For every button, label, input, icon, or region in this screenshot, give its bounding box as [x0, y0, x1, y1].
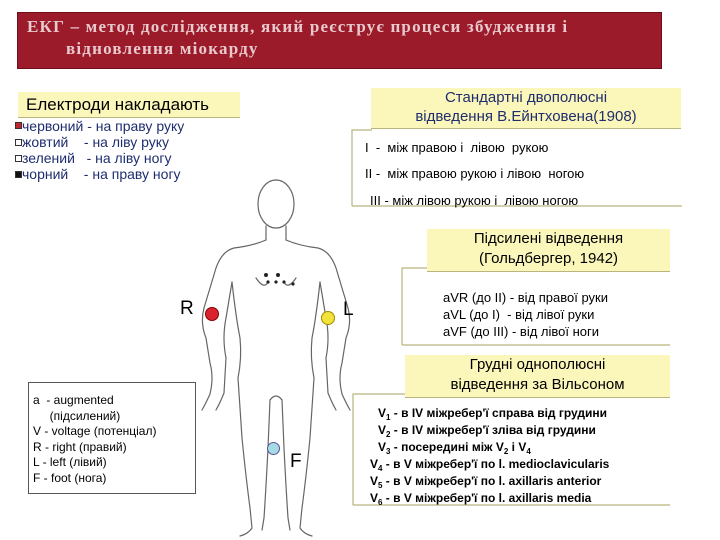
chest-lead-v6 [370, 490, 591, 511]
augmented-header-line-2: (Гольдбергер, 1942) [478, 250, 619, 267]
standard-leads-header [371, 88, 681, 129]
chest-lead-v4-label: V [370, 457, 379, 471]
chest-lead-v3-sub3: 4 [526, 447, 531, 456]
chest-lead-v4-sub: 4 [378, 464, 383, 473]
abbr-line-a-ua: (підсилений) [33, 408, 121, 423]
augmented-leads-header [427, 229, 670, 272]
chest-lead-v3-label: V [378, 440, 387, 454]
augmented-header-line-1: Підсилені відведення [473, 230, 624, 247]
augmented-lead-avr: aVR (до ІІ) - від правої руки [443, 290, 609, 305]
chest-lead-v6-label: V [370, 491, 379, 505]
chest-lead-v5-label: V [370, 474, 379, 488]
electrode-item-green: зелений - на ліву ногу [22, 150, 172, 166]
chest-lead-v3-sub2: 2 [503, 447, 509, 456]
label-r: R [180, 298, 194, 319]
chest-lead-v3-text: - посередині між V [390, 440, 504, 454]
chest-lead-v6-sub: 6 [378, 498, 383, 507]
chest-leads-header [405, 355, 670, 398]
title-line-1: ЕКГ – метод дослідження, який реєструє процеси збудження і [27, 17, 569, 36]
abbreviations-box [28, 382, 196, 494]
chest-lead-v6-text: - в V міжребер'ї по l. axillaris media [382, 491, 592, 505]
abbr-line-v: V - voltage (потенціал) [33, 424, 157, 438]
chest-lead-v2-label: V [378, 423, 387, 437]
chest-lead-v2-text: - в ІV міжребер'ї зліва від грудини [390, 423, 596, 437]
chest-lead-v2-sub: 2 [386, 430, 391, 439]
black-square-icon [15, 171, 22, 178]
chest-lead-v4-text: - в V міжребер'ї по l. medioclavicularis [382, 457, 610, 471]
label-l: L [343, 299, 354, 320]
standard-header-line-2: відведення В.Ейнтховена(1908) [415, 108, 637, 125]
chest-lead-v1-text: - в ІV міжребер'ї справа від грудини [390, 406, 608, 420]
abbr-line-l: L - left (лівий) [33, 455, 107, 469]
chest-lead-v3-sub: 3 [386, 447, 391, 456]
chest-lead-v5-sub: 5 [378, 481, 383, 490]
chest-header-line-2: відведення за Вільсоном [450, 376, 625, 393]
standard-header-line-1: Стандартні двополюсні [444, 89, 608, 106]
title-line-2: відновлення міокарду [66, 39, 259, 58]
augmented-lead-avf: aVF (до ІІІ) - від лівої ноги [443, 324, 600, 339]
chest-lead-v1-sub: 1 [386, 413, 391, 422]
green-square-icon [15, 155, 22, 162]
standard-lead-3: ІІІ - між лівою рукою і лівою ногою [370, 193, 579, 208]
electrodes-header: Електроди накладають [18, 92, 240, 118]
chest-header-line-1: Грудні однополюсні [469, 356, 606, 373]
electrode-item-red: червоний - на праву руку [22, 118, 185, 134]
abbr-line-a: a - augmented [33, 393, 114, 407]
chest-lead-v1-label: V [378, 406, 387, 420]
red-square-icon [15, 122, 22, 129]
abbr-line-f: F - foot (нога) [33, 470, 107, 485]
standard-lead-2: ІІ - між правою рукою і лівою ногою [365, 166, 585, 181]
electrode-item-black: чорний - на праву ногу [22, 166, 181, 182]
standard-lead-1: І - між правою і лівою рукою [365, 140, 549, 155]
yellow-square-icon [15, 139, 22, 146]
electrode-item-yellow: жовтий - на ліву руку [22, 134, 170, 150]
chest-lead-v3-tail: і V [508, 440, 527, 454]
abbr-line-r: R - right (правий) [33, 439, 127, 454]
chest-lead-v5-text: - в V міжребер'ї по l. axillaris anterior [382, 474, 602, 488]
label-f: F [290, 451, 302, 472]
augmented-lead-avl: aVL (до І) - від лівої руки [443, 307, 595, 322]
